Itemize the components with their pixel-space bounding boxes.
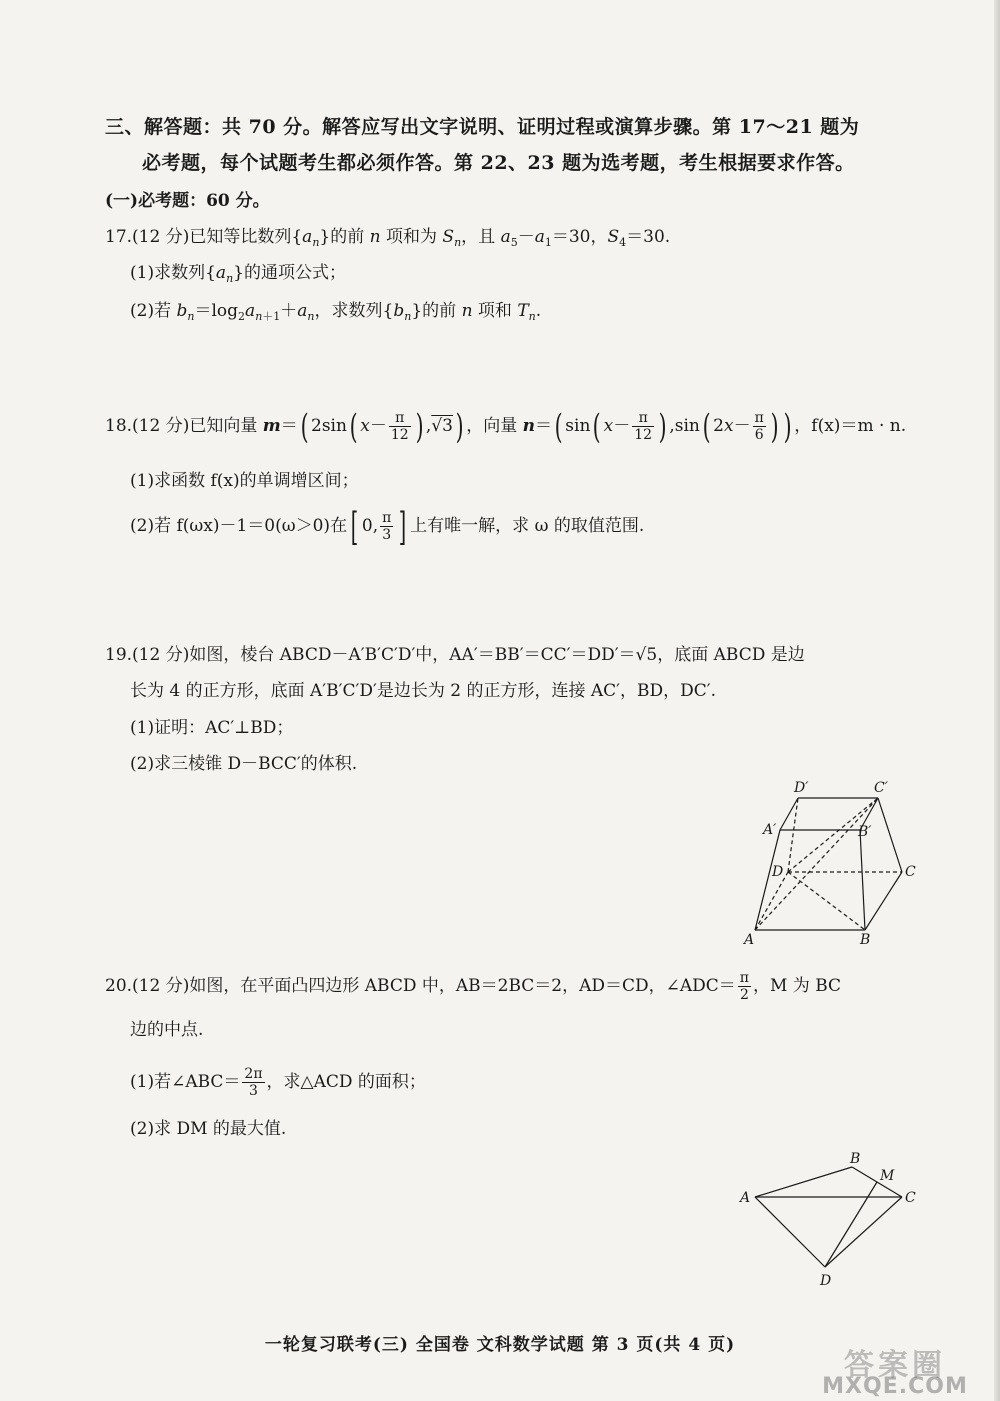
q19-line1: 19.(12 分)如图，棱台 ABCD－A′B′C′D′中，AA′＝BB′＝CC′＝DD′＝√5，底面 ABCD 是边: [105, 645, 805, 665]
label-B1: B′: [858, 824, 872, 840]
section-heading-line1: 三、解答题：共 70 分。解答应写出文字说明、证明过程或演算步骤。第 17～21 题为: [105, 116, 860, 138]
q18-part1: (1)求函数 f(x)的单调增区间；: [130, 471, 359, 491]
q18-line1: 18.(12 分)已知向量 m＝( 2sin( x－ $\frac{\pi}{12}$ ) ,√3) ，向量 n＝( sin( x－ $\frac{\pi}{12}$ ) ,sin( 2x－ $\frac{\pi}{6}$ ) ) ，f(x)＝m · n.: [105, 406, 907, 447]
label-D1: D′: [794, 780, 809, 796]
watermark-bottom: MXQE.COM: [822, 1374, 968, 1399]
watermark-logo: [800, 1340, 990, 1399]
q20-line1: 20.(12 分)如图，在平面凸四边形 ABCD 中，AB＝2BC＝2，AD＝CD，∠ADC＝ $\frac{\pi}{2}$ ，M 为 BC: [105, 970, 842, 1004]
q17-part1: (1)求数列$\{a_n\}$的通项公式；: [130, 263, 346, 285]
page-footer: 一轮复习联考(三) 全国卷 文科数学试题 第 3 页(共 4 页): [264, 1335, 736, 1355]
label-C: C: [905, 1190, 916, 1206]
q19-part2: (2)求三棱锥 D－BCC′的体积.: [130, 754, 358, 774]
q18-part2: (2)若 f(ωx)－1＝0(ω＞0)在[ 0, $\frac{\pi}{3}$ ] 上有唯一解，求 ω 的取值范围.: [130, 504, 645, 549]
q20-part2: (2)求 DM 的最大值.: [130, 1119, 287, 1139]
label-C1: C′: [874, 780, 888, 796]
q17-part2: (2)若 $b_n=\log_2a_{n+1}+a_n$，求数列$\{b_n\}$的前 n 项和 $T_n$.: [130, 301, 542, 323]
label-A: A: [740, 1190, 751, 1206]
label-M: M: [880, 1168, 895, 1184]
label-B: B: [860, 932, 871, 948]
section-sub-heading: (一)必考题：60 分。: [105, 191, 270, 211]
label-D: D: [820, 1273, 832, 1289]
q17-line1: 17.(12 分)已知等比数列$\{a_n\}$的前 n 项和为 $S_n$，且 $a_5-a_1=30$，$S_4=30$.: [105, 227, 671, 249]
frustum-figure: [730, 770, 930, 950]
label-B: B: [850, 1151, 861, 1167]
page-edge: [994, 0, 1000, 1401]
label-A: A: [744, 932, 755, 948]
label-A1: A′: [763, 822, 777, 838]
q20-part1: (1)若∠ABC＝ $\frac{2\pi}{3}$ ，求△ACD 的面积；: [130, 1066, 426, 1100]
label-D: D: [772, 864, 784, 880]
watermark-top: 答案圈: [844, 1348, 946, 1383]
section-heading-line2: 必考题，每个试题考生都必须作答。第 22、23 题为选考题，考生根据要求作答。: [142, 152, 855, 174]
label-C: C: [905, 864, 916, 880]
q20-line2: 边的中点.: [130, 1020, 204, 1040]
q19-part1: (1)证明：AC′⊥BD；: [130, 718, 294, 738]
q19-line2: 长为 4 的正方形，底面 A′B′C′D′是边长为 2 的正方形，连接 AC′，BD，DC′.: [130, 681, 717, 701]
quadrilateral-figure: [730, 1145, 930, 1290]
